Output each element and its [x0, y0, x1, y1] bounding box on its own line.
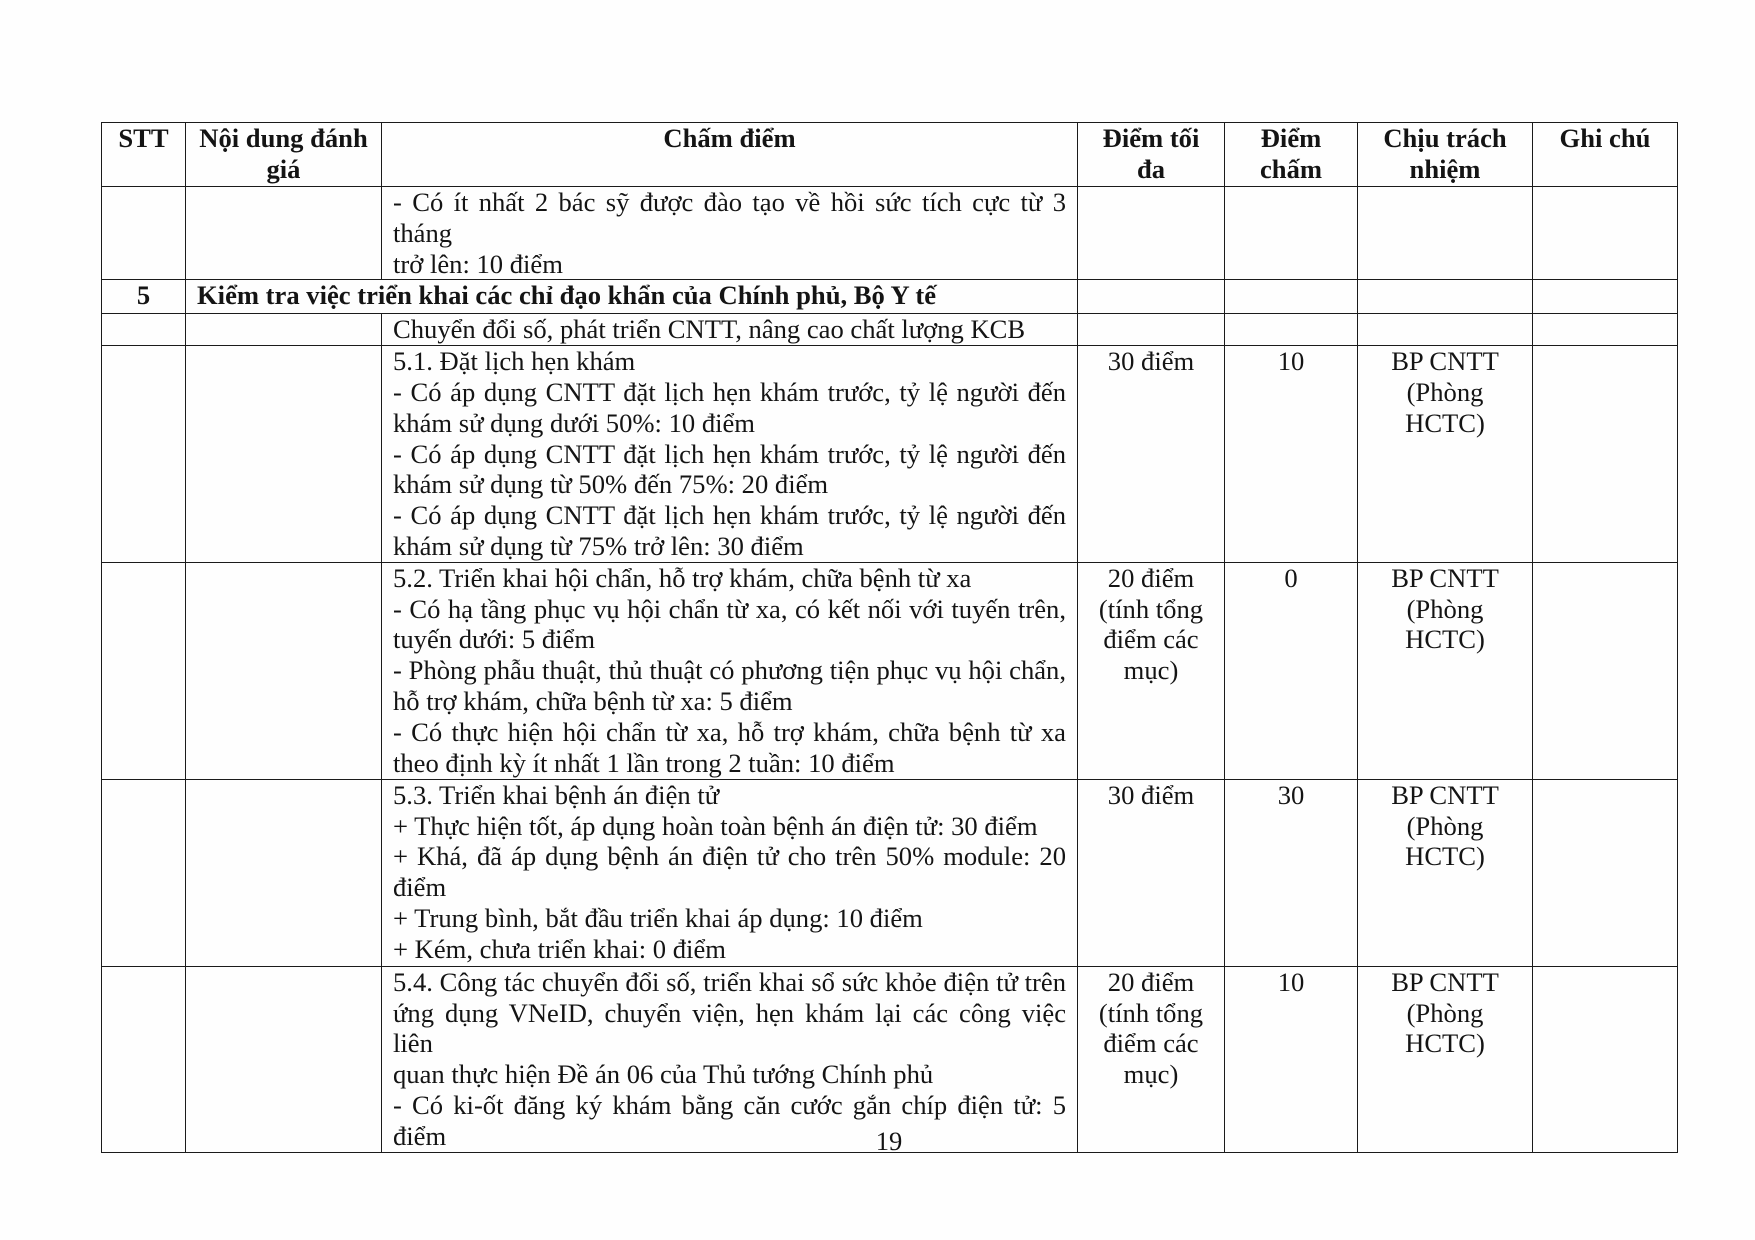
points-cell: 10: [1225, 346, 1358, 563]
text-line: HCTC): [1405, 624, 1485, 655]
text-line: HCTC): [1405, 1028, 1485, 1059]
criteria-paragraph: [393, 439, 1066, 501]
criteria-paragraph: [393, 594, 1066, 656]
text-line: BP CNTT: [1391, 779, 1499, 810]
criteria-paragraph: [393, 934, 1066, 965]
text-line: (Phòng: [1406, 593, 1484, 624]
text-line: 5.4. Công tác chuyển đổi số, triển khai sổ sức khỏe điện tử trên: [393, 966, 1066, 997]
text-line: (tính tổng: [1098, 997, 1204, 1028]
stt-cell: [102, 187, 186, 280]
text-line: HCTC): [1405, 841, 1485, 872]
text-line: + Khá, đã áp dụng bệnh án điện tử cho trên 50% module: 20: [393, 841, 1066, 872]
points-cell: 30: [1225, 779, 1358, 966]
text-line: 20 điểm: [1107, 562, 1195, 593]
text-line: mục): [1123, 1059, 1179, 1090]
criteria-paragraph: [393, 811, 1066, 842]
points-cell: [1225, 314, 1358, 346]
responsible-cell: [1358, 314, 1533, 346]
criteria-paragraph: [393, 563, 1066, 594]
text-line: khám sử dụng dưới 50%: 10 điểm: [393, 407, 755, 438]
text-line: điểm các: [1103, 1028, 1199, 1059]
criteria-paragraph: [393, 314, 1066, 345]
header-stt: [102, 123, 186, 187]
text-line: tuyến dưới: 5 điểm: [393, 624, 596, 655]
text-line: Chuyển đổi số, phát triển CNTT, nâng cao chất lượng KCB: [393, 314, 1026, 345]
criteria-cell: [382, 314, 1078, 346]
responsible-cell: [1358, 966, 1533, 1152]
content-cell: [186, 966, 382, 1152]
text-line: khám sử dụng từ 50% đến 75%: 20 điểm: [393, 469, 829, 500]
text-line: 30 điểm: [1107, 346, 1195, 377]
stt-cell: [102, 779, 186, 966]
text-line: (Phòng: [1406, 810, 1484, 841]
stt-cell: 5: [102, 280, 186, 314]
note-cell: [1533, 280, 1678, 314]
text-line: - Có áp dụng CNTT đặt lịch hẹn khám trước, tỷ lệ người đến: [393, 500, 1066, 531]
text-line: giá: [266, 153, 301, 184]
content-cell: [186, 779, 382, 966]
header-max-points: [1078, 123, 1225, 187]
note-cell: [1533, 562, 1678, 779]
note-cell: [1533, 187, 1678, 280]
max-points-cell: [1078, 314, 1225, 346]
content-cell: [186, 314, 382, 346]
criteria-cell: [382, 346, 1078, 563]
table-row: [102, 187, 1678, 280]
header-note: [1533, 123, 1678, 187]
text-line: - Có thực hiện hội chẩn từ xa, hỗ trợ khám, chữa bệnh từ xa: [393, 716, 1066, 747]
text-line: (Phòng: [1406, 997, 1484, 1028]
text-line: - Có hạ tầng phục vụ hội chẩn từ xa, có kết nối với tuyến trên,: [393, 593, 1066, 624]
table-row: [102, 779, 1678, 966]
text-line: nhiệm: [1409, 153, 1481, 184]
table-row: [102, 346, 1678, 563]
table-row: [102, 966, 1678, 1152]
header-points: [1225, 123, 1358, 187]
text-line: điểm các: [1103, 624, 1199, 655]
criteria-paragraph: [393, 377, 1066, 439]
table-row: [102, 562, 1678, 779]
criteria-paragraph: [393, 967, 1066, 1090]
note-cell: [1533, 314, 1678, 346]
criteria-paragraph: [393, 346, 1066, 377]
text-line: quan thực hiện Đề án 06 của Thủ tướng Chính phủ: [393, 1059, 934, 1090]
text-line: Chịu trách: [1383, 123, 1507, 153]
section-title: Kiểm tra việc triển khai các chỉ đạo khẩn của Chính phủ, Bộ Y tế: [186, 280, 1078, 314]
text-line: Điểm tối: [1102, 123, 1200, 153]
note-cell: [1533, 966, 1678, 1152]
text-line: Nội dung đánh: [199, 123, 368, 153]
text-line: điểm: [393, 1120, 447, 1151]
text-line: STT: [118, 123, 169, 153]
stt-cell: [102, 562, 186, 779]
header-content: [186, 123, 382, 187]
text-line: BP CNTT: [1391, 562, 1499, 593]
criteria-paragraph: [393, 655, 1066, 717]
content-cell: [186, 187, 382, 280]
table-row: [102, 314, 1678, 346]
text-line: 30 điểm: [1107, 779, 1195, 810]
text-line: 5.2. Triển khai hội chẩn, hỗ trợ khám, chữa bệnh từ xa: [393, 562, 972, 593]
text-line: BP CNTT: [1391, 966, 1499, 997]
section-row: [102, 280, 1678, 314]
text-line: 20 điểm: [1107, 966, 1195, 997]
content-cell: [186, 346, 382, 563]
responsible-cell: [1358, 346, 1533, 563]
text-line: Ghi chú: [1559, 123, 1651, 153]
text-line: + Trung bình, bắt đầu triển khai áp dụng: 10 điểm: [393, 902, 923, 933]
stt-cell: [102, 346, 186, 563]
text-line: chấm: [1259, 153, 1323, 184]
text-line: ứng dụng VNeID, chuyển viện, hẹn khám lại các công việc liên: [393, 997, 1066, 1059]
max-points-cell: [1078, 779, 1225, 966]
max-points-cell: [1078, 562, 1225, 779]
max-points-cell: [1078, 966, 1225, 1152]
text-line: mục): [1123, 655, 1179, 686]
note-cell: [1533, 346, 1678, 563]
text-line: - Có áp dụng CNTT đặt lịch hẹn khám trước, tỷ lệ người đến: [393, 376, 1066, 407]
header-row: [102, 123, 1678, 187]
responsible-cell: [1358, 562, 1533, 779]
max-points-cell: [1078, 346, 1225, 563]
text-line: Điểm: [1260, 123, 1322, 153]
stt-cell: [102, 966, 186, 1152]
text-line: HCTC): [1405, 407, 1485, 438]
text-line: trở lên: 10 điểm: [393, 248, 563, 279]
content-cell: [186, 562, 382, 779]
stt-cell: [102, 314, 186, 346]
text-line: - Có ít nhất 2 bác sỹ được đào tạo về hồi sức tích cực từ 3 tháng: [393, 187, 1066, 248]
responsible-cell: [1358, 779, 1533, 966]
max-points-cell: [1078, 280, 1225, 314]
criteria-paragraph: [393, 780, 1066, 811]
header-responsible: [1358, 123, 1533, 187]
max-points-cell: [1078, 187, 1225, 280]
text-line: theo định kỳ ít nhất 1 lần trong 2 tuần: 10 điểm: [393, 747, 895, 778]
text-line: 5.3. Triển khai bệnh án điện tử: [393, 779, 720, 810]
note-cell: [1533, 779, 1678, 966]
header-scoring: [382, 123, 1078, 187]
text-line: điểm: [393, 872, 447, 903]
responsible-cell: [1358, 280, 1533, 314]
criteria-cell: [382, 779, 1078, 966]
criteria-paragraph: [393, 187, 1066, 279]
points-cell: [1225, 187, 1358, 280]
criteria-cell: [382, 187, 1078, 280]
text-line: 5.1. Đặt lịch hẹn khám: [393, 346, 636, 377]
text-line: + Thực hiện tốt, áp dụng hoàn toàn bệnh án điện tử: 30 điểm: [393, 810, 1038, 841]
evaluation-table: [101, 122, 1678, 1153]
criteria-paragraph: [393, 903, 1066, 934]
text-line: - Có ki-ốt đăng ký khám bằng căn cước gắn chíp điện tử: 5: [393, 1089, 1066, 1120]
text-line: + Kém, chưa triển khai: 0 điểm: [393, 933, 726, 964]
criteria-cell: [382, 966, 1078, 1152]
text-line: BP CNTT: [1391, 346, 1499, 377]
text-line: đa: [1136, 153, 1166, 184]
text-line: (tính tổng: [1098, 593, 1204, 624]
text-line: - Phòng phẫu thuật, thủ thuật có phương tiện phục vụ hội chẩn,: [393, 655, 1066, 686]
criteria-paragraph: [393, 717, 1066, 779]
criteria-paragraph: [393, 841, 1066, 903]
points-cell: 0: [1225, 562, 1358, 779]
text-line: hỗ trợ khám, chữa bệnh từ xa: 5 điểm: [393, 685, 793, 716]
text-line: Chấm điểm: [663, 123, 796, 153]
criteria-paragraph: [393, 500, 1066, 562]
text-line: - Có áp dụng CNTT đặt lịch hẹn khám trước, tỷ lệ người đến: [393, 438, 1066, 469]
text-line: (Phòng: [1406, 376, 1484, 407]
points-cell: [1225, 280, 1358, 314]
criteria-cell: [382, 562, 1078, 779]
page-number: 19: [875, 1126, 903, 1156]
text-line: khám sử dụng từ 75% trở lên: 30 điểm: [393, 530, 804, 561]
points-cell: 10: [1225, 966, 1358, 1152]
responsible-cell: [1358, 187, 1533, 280]
